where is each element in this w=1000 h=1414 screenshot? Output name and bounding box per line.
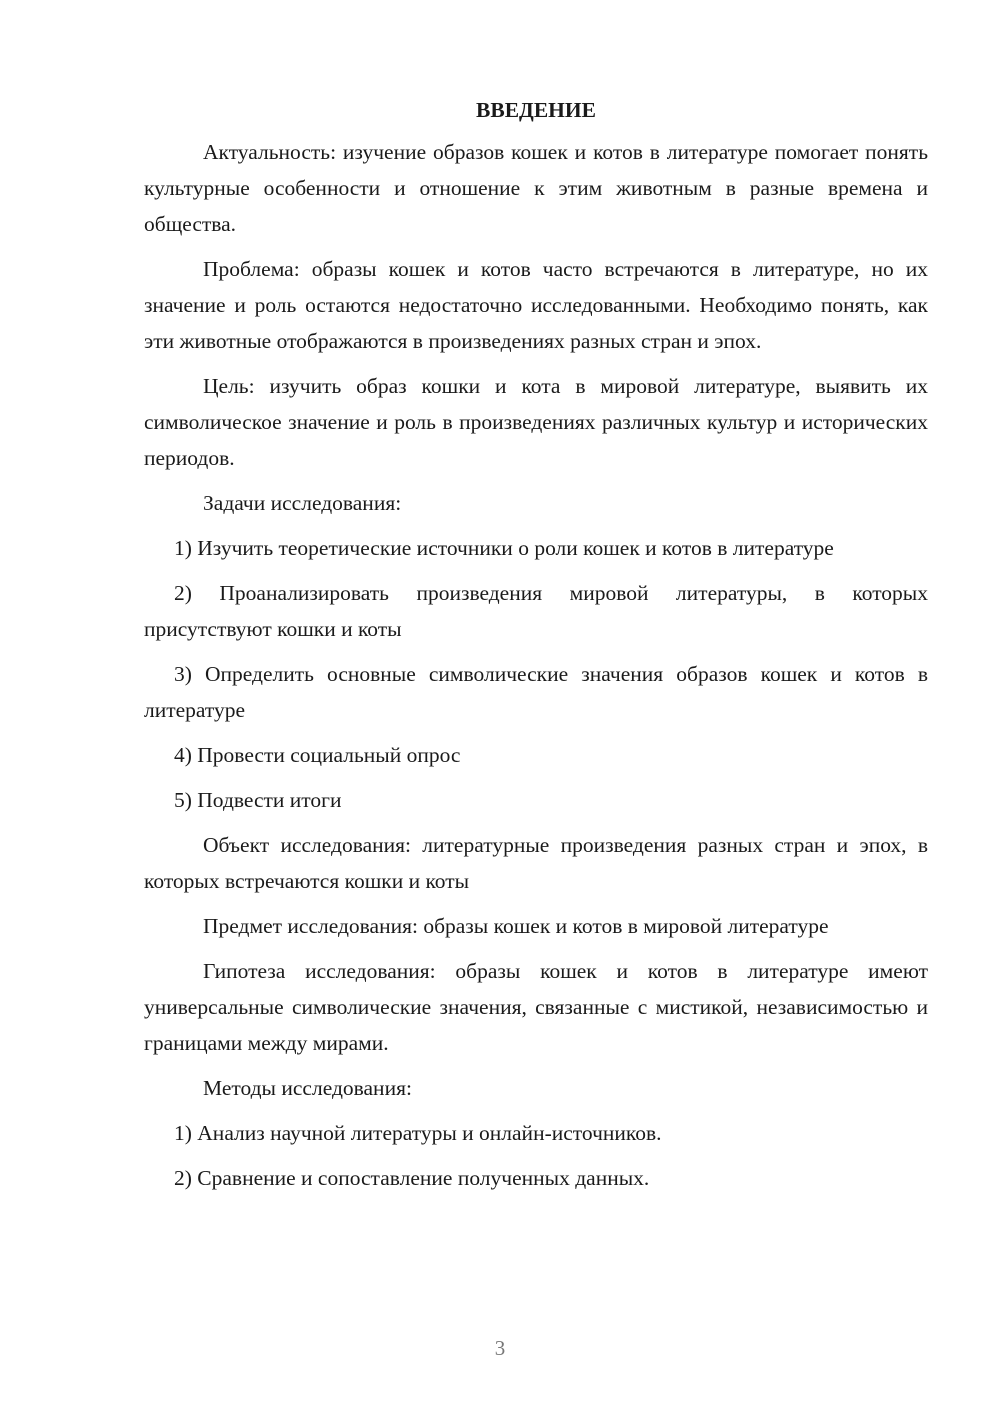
method-item: 1) Анализ научной литературы и онлайн-источников.	[174, 1121, 662, 1145]
tasks-heading: Задачи исследования:	[203, 491, 402, 515]
task-item: 5) Подвести итоги	[174, 788, 342, 812]
document-page	[144, 92, 928, 1205]
goal-paragraph: Цель: изучить образ кошки и кота в мировой литературе, выявить их символическое значение и роль в произведениях различных культур и исторических периодов.	[144, 374, 928, 470]
section-title: ВВЕДЕНИЕ	[476, 98, 596, 122]
task-item: 4) Провести социальный опрос	[174, 743, 461, 767]
task-item: 3) Определить основные символические значения образов кошек и котов в литературе	[144, 662, 928, 722]
task-item: 2) Проанализировать произведения мировой литературы, в которых присутствуют кошки и коты	[144, 581, 928, 641]
methods-heading: Методы исследования:	[203, 1076, 412, 1100]
object-paragraph: Объект исследования: литературные произведения разных стран и эпох, в которых встречаются кошки и коты	[144, 833, 928, 893]
task-item: 1) Изучить теоретические источники о роли кошек и котов в литературе	[174, 536, 834, 560]
page-number: 3	[494, 1336, 506, 1360]
subject-paragraph: Предмет исследования: образы кошек и котов в мировой литературе	[203, 914, 829, 938]
relevance-paragraph: Актуальность: изучение образов кошек и котов в литературе помогает понять культурные особенности и отношение к этим животным в разные времена и общества.	[144, 140, 928, 236]
problem-paragraph: Проблема: образы кошек и котов часто встречаются в литературе, но их значение и роль остаются недостаточно исследованными. Необходимо понять, как эти животные отображаются в произведениях разных стран и эпох.	[144, 257, 928, 353]
method-item: 2) Сравнение и сопоставление полученных данных.	[174, 1166, 650, 1190]
hypothesis-paragraph: Гипотеза исследования: образы кошек и котов в литературе имеют универсальные символические значения, связанные с мистикой, независимостью и границами между мирами.	[144, 959, 928, 1055]
